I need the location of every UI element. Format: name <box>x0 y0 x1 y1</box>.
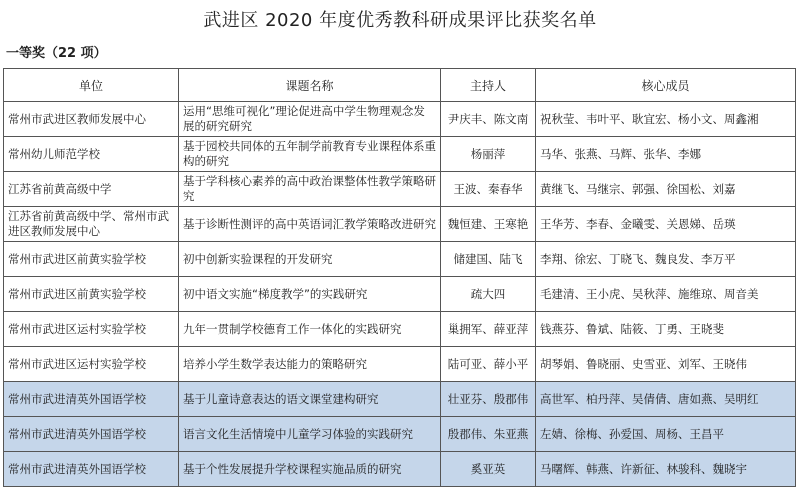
table-row <box>4 347 796 382</box>
cell-members: 王华芳、李春、金曦雯、关恩娣、岳瑛 <box>536 207 796 242</box>
cell-members: 祝秋莹、韦叶平、耿宜宏、杨小文、周鑫湘 <box>536 102 796 137</box>
cell-members: 李翔、徐宏、丁晓飞、魏良发、李万平 <box>536 242 796 277</box>
cell-host: 王波、秦春华 <box>441 172 536 207</box>
cell-members: 毛建清、王小虎、吴秋萍、施维琼、周音美 <box>536 277 796 312</box>
cell-host: 陆可亚、薛小平 <box>441 347 536 382</box>
table-header-row <box>4 69 796 102</box>
header-unit: 单位 <box>4 69 179 102</box>
cell-host: 疏大四 <box>441 277 536 312</box>
cell-topic: 基于儿童诗意表达的语文课堂建构研究 <box>179 382 441 417</box>
table-row <box>4 382 796 417</box>
table-row <box>4 137 796 172</box>
cell-topic: 运用“思维可视化”理论促进高中学生物理观念发展的研究研究 <box>179 102 441 137</box>
table-row <box>4 207 796 242</box>
cell-members: 胡琴娟、鲁晓丽、史雪亚、刘军、王晓伟 <box>536 347 796 382</box>
cell-members: 黄继飞、马继宗、郭强、徐国松、刘嘉 <box>536 172 796 207</box>
header-host: 主持人 <box>441 69 536 102</box>
cell-unit: 江苏省前黄高级中学 <box>4 172 179 207</box>
cell-topic: 九年一贯制学校德育工作一体化的实践研究 <box>179 312 441 347</box>
cell-host: 巢拥军、薛亚萍 <box>441 312 536 347</box>
cell-topic: 基于诊断性测评的高中英语词汇教学策略改进研究 <box>179 207 441 242</box>
table-row <box>4 172 796 207</box>
table-row <box>4 312 796 347</box>
cell-unit: 江苏省前黄高级中学、常州市武进区教师发展中心 <box>4 207 179 242</box>
cell-members: 左婧、徐梅、孙爱国、周杨、王昌平 <box>536 417 796 452</box>
award-table <box>3 68 796 487</box>
cell-unit: 常州市武进区教师发展中心 <box>4 102 179 137</box>
cell-unit: 常州市武进区前黄实验学校 <box>4 242 179 277</box>
cell-host: 尹庆丰、陈文南 <box>441 102 536 137</box>
cell-unit: 常州市武进区前黄实验学校 <box>4 277 179 312</box>
table-row <box>4 242 796 277</box>
header-members: 核心成员 <box>536 69 796 102</box>
cell-host: 储建国、陆飞 <box>441 242 536 277</box>
cell-unit: 常州市武进清英外国语学校 <box>4 417 179 452</box>
cell-unit: 常州市武进区运村实验学校 <box>4 347 179 382</box>
cell-members: 钱燕芬、鲁斌、陆筱、丁勇、王晓斐 <box>536 312 796 347</box>
cell-topic: 语言文化生活情境中儿童学习体验的实践研究 <box>179 417 441 452</box>
cell-unit: 常州幼儿师范学校 <box>4 137 179 172</box>
cell-members: 马曙辉、韩燕、许新征、林骏科、魏晓宇 <box>536 452 796 487</box>
cell-unit: 常州市武进清英外国语学校 <box>4 382 179 417</box>
section-heading: 一等奖（22 项） <box>6 46 107 61</box>
header-topic: 课题名称 <box>179 69 441 102</box>
cell-members: 高世军、柏丹萍、吴倩倩、唐如燕、吴明红 <box>536 382 796 417</box>
cell-topic: 初中语文实施“梯度教学”的实践研究 <box>179 277 441 312</box>
cell-host: 杨丽萍 <box>441 137 536 172</box>
cell-unit: 常州市武进区运村实验学校 <box>4 312 179 347</box>
cell-topic: 基于个性发展提升学校课程实施品质的研究 <box>179 452 441 487</box>
cell-host: 奚亚英 <box>441 452 536 487</box>
cell-topic: 培养小学生数学表达能力的策略研究 <box>179 347 441 382</box>
table-row <box>4 417 796 452</box>
cell-host: 殷郡伟、朱亚燕 <box>441 417 536 452</box>
table-row <box>4 102 796 137</box>
cell-topic: 基于园校共同体的五年制学前教育专业课程体系重构的研究 <box>179 137 441 172</box>
table-row <box>4 277 796 312</box>
cell-topic: 基于学科核心素养的高中政治课整体性教学策略研究 <box>179 172 441 207</box>
cell-host: 魏恒建、王寒艳 <box>441 207 536 242</box>
table-row <box>4 452 796 487</box>
cell-unit: 常州市武进清英外国语学校 <box>4 452 179 487</box>
cell-topic: 初中创新实验课程的开发研究 <box>179 242 441 277</box>
page-title: 武进区 2020 年度优秀教科研成果评比获奖名单 <box>203 10 597 31</box>
cell-host: 壮亚芬、殷郡伟 <box>441 382 536 417</box>
cell-members: 马华、张燕、马辉、张华、李娜 <box>536 137 796 172</box>
